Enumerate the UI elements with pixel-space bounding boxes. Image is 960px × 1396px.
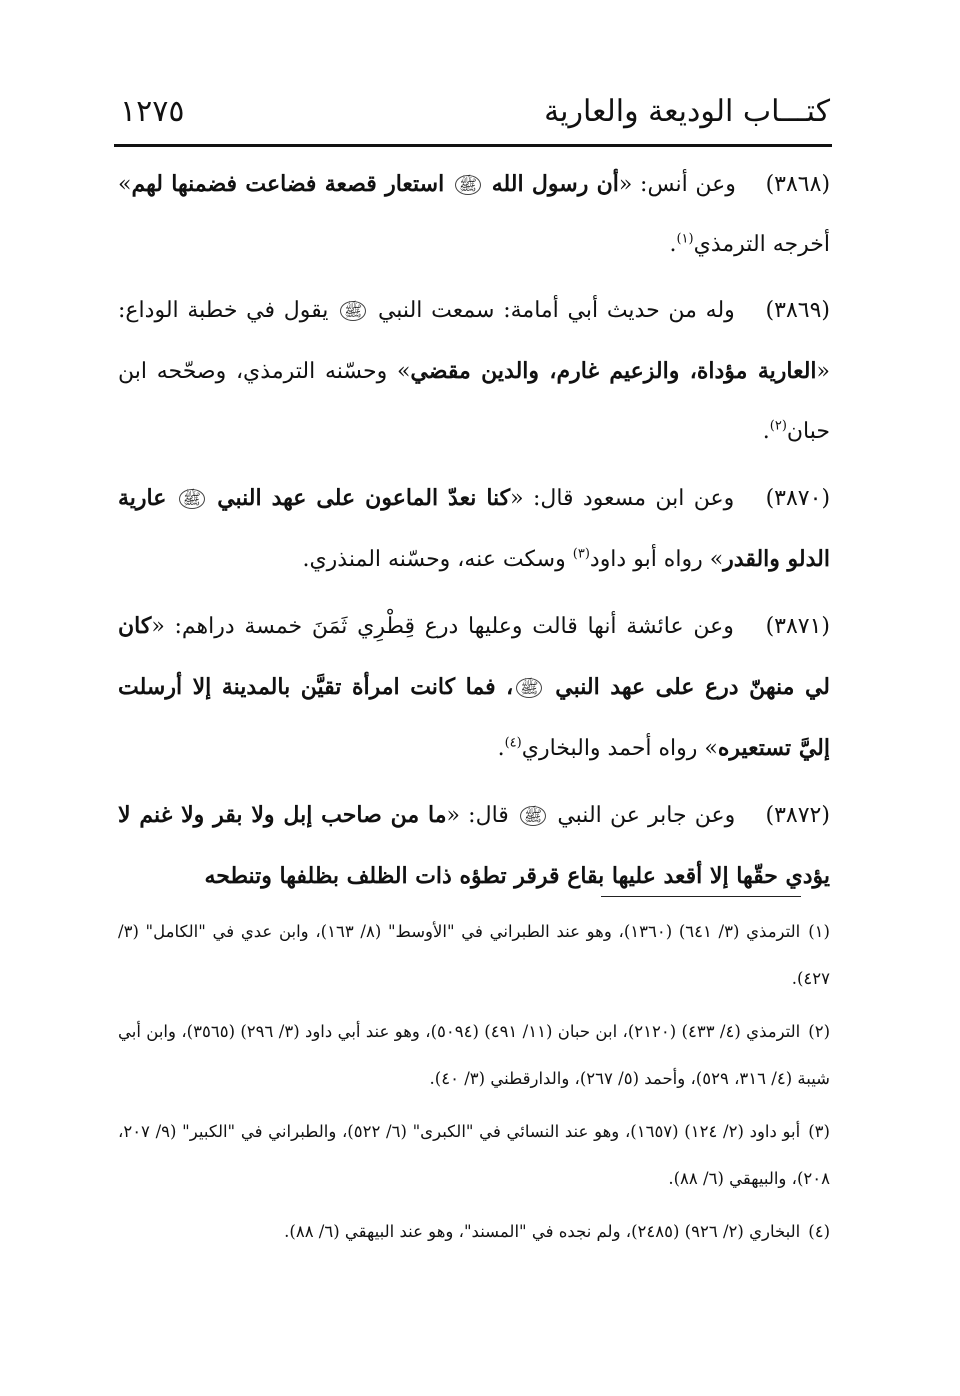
footnote-number: (٤)	[808, 1222, 830, 1241]
hadith-source: » رواه أحمد والبخاري	[521, 736, 718, 761]
header-rule	[114, 144, 832, 147]
main-text	[118, 154, 830, 913]
hadith-3872	[118, 785, 830, 907]
hadith-quote: العارية مؤداة، والزعيم غارم، والدين مقضي	[410, 358, 817, 384]
hadith-quote: ما من صاحب إبل ولا بقر ولا غنم لا يؤدي حقّها إلا أقعد عليها بقاع قرقر تطؤه ذات الظلف بظلفها وتنطحه	[118, 802, 830, 889]
footnote	[118, 1008, 830, 1102]
salawat-symbol: ﷺ	[455, 175, 481, 195]
footnote-ref: (٤)	[504, 735, 522, 751]
hadith-quote: استعار قصعة فضاعت فضمنها لهم	[131, 171, 445, 197]
footnote-number: (٣)	[808, 1122, 830, 1141]
hadith-number: (٣٨٧٢)	[765, 803, 830, 828]
hadith-intro-cont: يقول في خطبة الوداع: «	[118, 298, 830, 384]
salawat-symbol: ﷺ	[516, 678, 542, 698]
hadith-3869	[118, 281, 830, 462]
hadith-source: » رواه أبو داود	[589, 547, 724, 572]
hadith-intro: وعن ابن مسعود قال: «	[510, 486, 735, 511]
hadith-intro: وعن عائشة أنها قالت وعليها درع قِطْرِي ثَمَنَ خمسة دراهم: «	[151, 614, 734, 639]
footnote-ref: (٣)	[572, 546, 590, 562]
hadith-source: » وحسّنه الترمذي، وصحّحه ابن حبان	[118, 359, 830, 444]
hadith-number: (٣٨٧٠)	[765, 486, 831, 511]
salawat-symbol: ﷺ	[340, 301, 366, 321]
hadith-quote: كان لي منهنّ درع على عهد النبي	[118, 613, 831, 700]
hadith-intro: وعن أنس: «	[618, 172, 736, 197]
hadith-3871	[118, 596, 830, 779]
hadith-quote: عارية الدلو والقدر	[118, 485, 830, 572]
footnote-text: البخاري (٢/ ٩٢٦) (٢٤٨٥)، ولم نجده في "المسند"، وهو عند البيهقي (٦/ ٨٨).	[284, 1222, 801, 1241]
footnote	[118, 908, 830, 1002]
hadith-quote: كنا نعدّ الماعون على عهد النبي	[217, 485, 511, 511]
footnote-number: (٢)	[808, 1022, 831, 1041]
salawat-symbol: ﷺ	[179, 489, 205, 509]
footnote-text: الترمذي (٣/ ٦٤١) (١٣٦٠)، وهو عند الطبراني في "الأوسط" (٨/ ١٦٣)، وابن عدي في "الكامل" (٣/ ٤٢٧).	[118, 922, 830, 988]
hadith-end: وسكت عنه، وحسّنه المنذري.	[302, 547, 573, 572]
hadith-number: (٣٨٦٩)	[765, 298, 830, 323]
page-number: ١٢٧٥	[120, 94, 185, 129]
footnote-ref: (٢)	[769, 418, 787, 434]
running-header	[118, 92, 830, 142]
footnotes	[118, 908, 830, 1261]
hadith-end: .	[669, 232, 677, 257]
footnote-ref: (١)	[676, 231, 694, 247]
footnote-text: أبو داود (٢/ ١٢٤) (١٦٥٧)، وهو عند النسائي في "الكبرى" (٦/ ٥٢٢)، والطبراني في "الكبير" (٩/ ٢٠٧، ٢٠٨)، والبيهقي (٦/ ٨٨).	[118, 1122, 830, 1188]
hadith-number: (٣٨٧١)	[765, 614, 831, 639]
hadith-intro: وعن جابر عن النبي	[557, 803, 736, 828]
hadith-intro-cont: قال: «	[446, 803, 509, 828]
salawat-symbol: ﷺ	[520, 806, 546, 826]
footnote	[118, 1208, 830, 1255]
footnote-separator	[601, 896, 801, 897]
hadith-end: .	[762, 419, 770, 444]
footnote-text: الترمذي (٤/ ٤٣٣) (٢١٢٠)، ابن حبان (١١/ ٤٩١) (٥٠٩٤)، وهو عند أبي داود (٣/ ٢٩٦) (٣٥٦٥)، وابن أبي شيبة (٤/ ٣١٦، ٥٢٩)، وأحمد (٥/ ٢٦٧)، والدارقطني (٣/ ٤٠).	[118, 1022, 830, 1088]
footnote-number: (١)	[808, 922, 830, 941]
hadith-number: (٣٨٦٨)	[765, 172, 831, 197]
footnote	[118, 1108, 830, 1202]
hadith-quote: ، فما كانت امرأة تقيَّن بالمدينة إلا أرسلت إليَّ تستعيره	[118, 674, 830, 761]
hadith-3868	[118, 154, 830, 275]
chapter-title: كتـــاب الوديعة والعارية	[544, 94, 830, 129]
hadith-3870	[118, 468, 830, 590]
hadith-quote: أن رسول الله	[491, 171, 619, 197]
hadith-end: .	[497, 736, 505, 761]
hadith-source: » أخرجه الترمذي	[118, 172, 830, 257]
hadith-intro: وله من حديث أبي أمامة: سمعت النبي	[377, 298, 735, 323]
